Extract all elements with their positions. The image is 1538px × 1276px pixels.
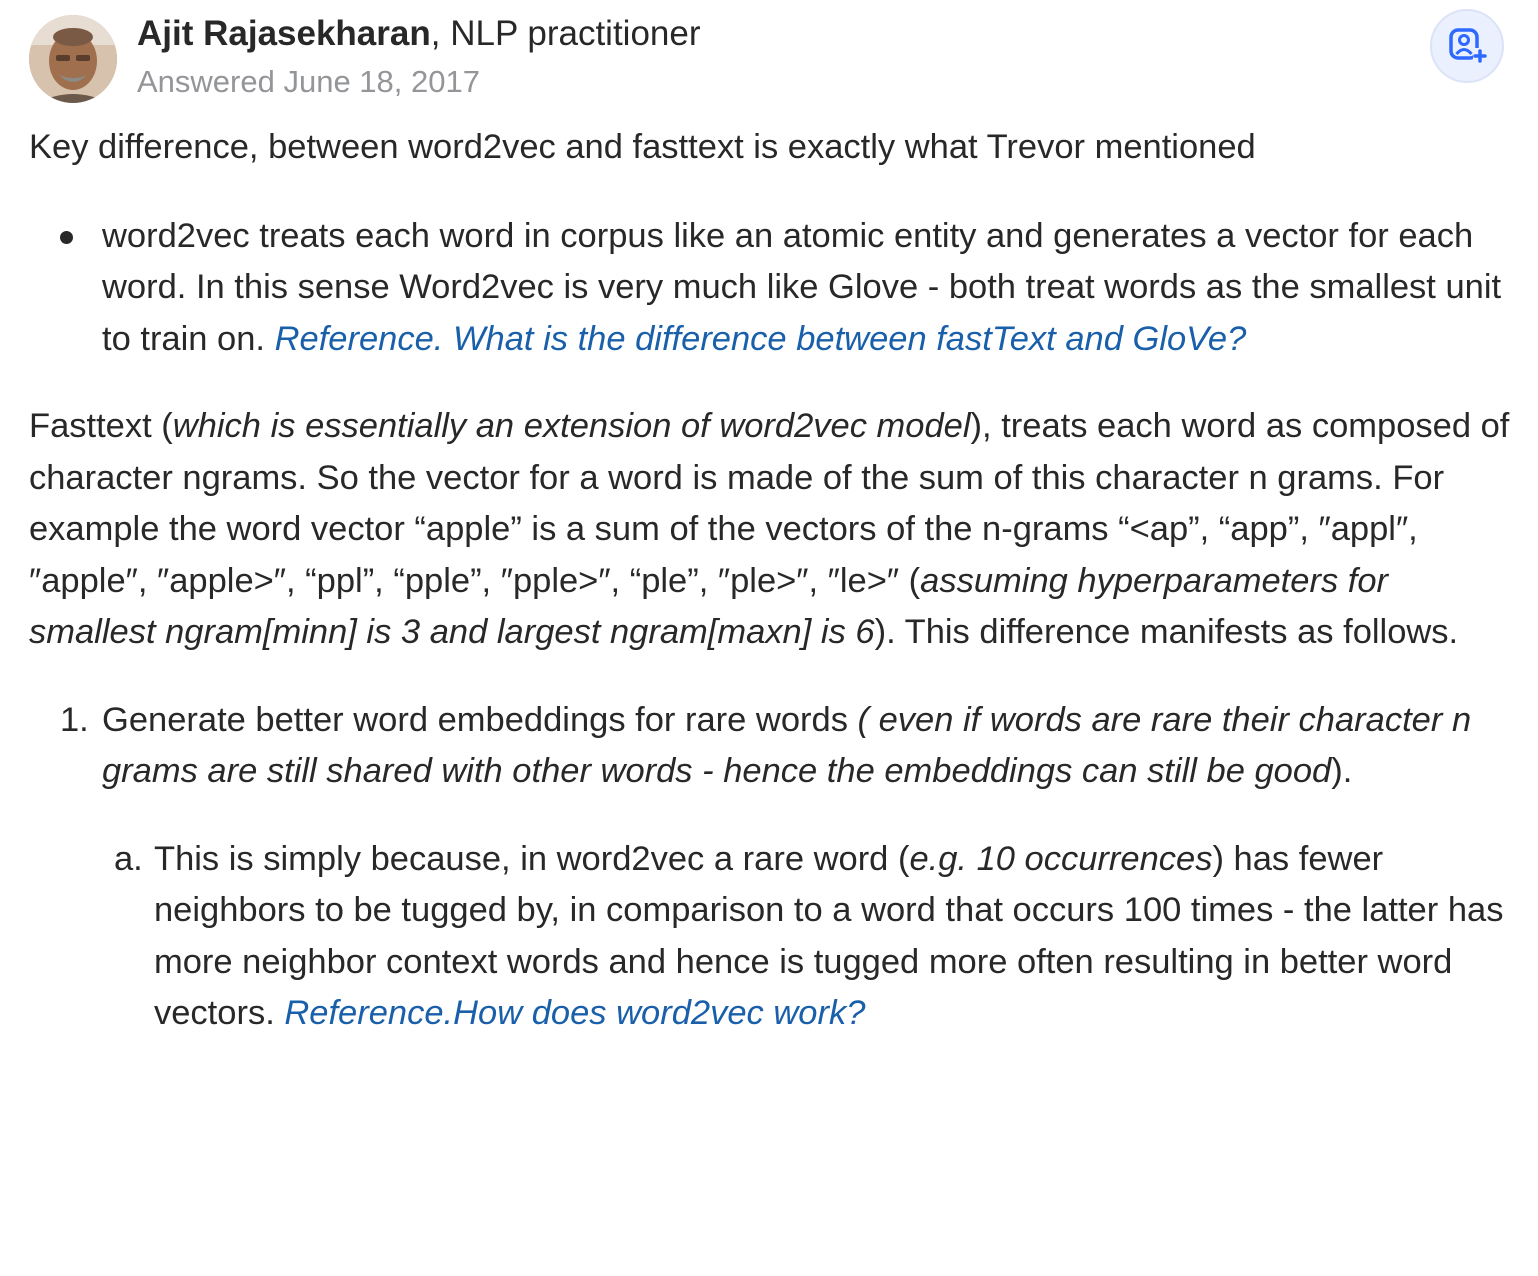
para-text-1: Fasttext ( xyxy=(29,407,173,445)
author-credential: , NLP practitioner xyxy=(430,14,701,53)
para-emphasis-1: which is essentially an extension of word2vec model xyxy=(172,407,971,445)
list-number: 1. xyxy=(60,700,89,739)
bullet-item xyxy=(102,211,1519,366)
bullet-text: word2vec treats each word in corpus like an atomic entity and generates a vector for each word. In this sense Word2vec is very much like Glove - both treat words as the smallest unit to train on. xyxy=(102,216,1502,358)
para-text-2: ), treats each word as composed of character ngrams. So the vector for a word is made of the sum of this character n grams. For example the word vector “apple” is a sum of the vectors of the n-grams “<ap”, “app”, ″appl″, ″apple″, ″apple>″, “ppl”, “pple”, ″pple>″, “ple”, ″ple>″, ″le>″ ( xyxy=(29,407,1510,600)
avatar-image xyxy=(29,15,117,103)
item1-tail: ). xyxy=(1331,752,1353,790)
item1-text: Generate better word embeddings for rare words xyxy=(102,700,858,739)
answered-date[interactable]: Answered June 18, 2017 xyxy=(137,64,480,99)
list-letter: a. xyxy=(114,839,143,878)
author-name[interactable]: Ajit Rajasekharan xyxy=(137,14,431,53)
reference-link-word2vec[interactable]: Reference.How does word2vec work? xyxy=(284,994,866,1032)
user-plus-icon xyxy=(1447,26,1487,66)
list-item-1 xyxy=(60,695,1519,1040)
item1a-text-2: ) has fewer neighbors to be tugged by, in comparison to a word that occurs 100 times - the latter has more neighbor context words and hence is tugged more often resulting in better word vectors. xyxy=(154,839,1504,1032)
answer-header xyxy=(29,12,1538,102)
intro-paragraph: Key difference, between word2vec and fasttext is exactly what Trevor mentioned xyxy=(29,128,1256,166)
item1a-text-1: This is simply because, in word2vec a rare word ( xyxy=(154,839,910,878)
fasttext-paragraph xyxy=(29,401,1519,659)
ordered-list xyxy=(29,695,1519,1040)
para-text-3: ). This difference manifests as follows. xyxy=(874,613,1459,651)
para-emphasis-2: assuming hyperparameters for smallest ngram[minn] is 3 and largest ngram[maxn] is 6 xyxy=(29,561,1389,651)
follow-button[interactable] xyxy=(1430,9,1504,83)
bullet-dot xyxy=(60,231,73,244)
reference-link-fasttext-glove[interactable]: Reference. What is the difference between fastText and GloVe? xyxy=(274,319,1247,358)
list-item-1a xyxy=(114,834,1519,1040)
item1a-emphasis: e.g. 10 occurrences xyxy=(909,839,1213,878)
author-line xyxy=(137,12,701,56)
item1-emphasis: ( even if words are rare their character n grams are still shared with other words - hence the embeddings can still be good xyxy=(102,700,1472,790)
sub-list xyxy=(102,834,1519,1040)
avatar[interactable] xyxy=(29,15,117,103)
bullet-list xyxy=(29,211,1519,366)
answer-body xyxy=(29,122,1519,1040)
